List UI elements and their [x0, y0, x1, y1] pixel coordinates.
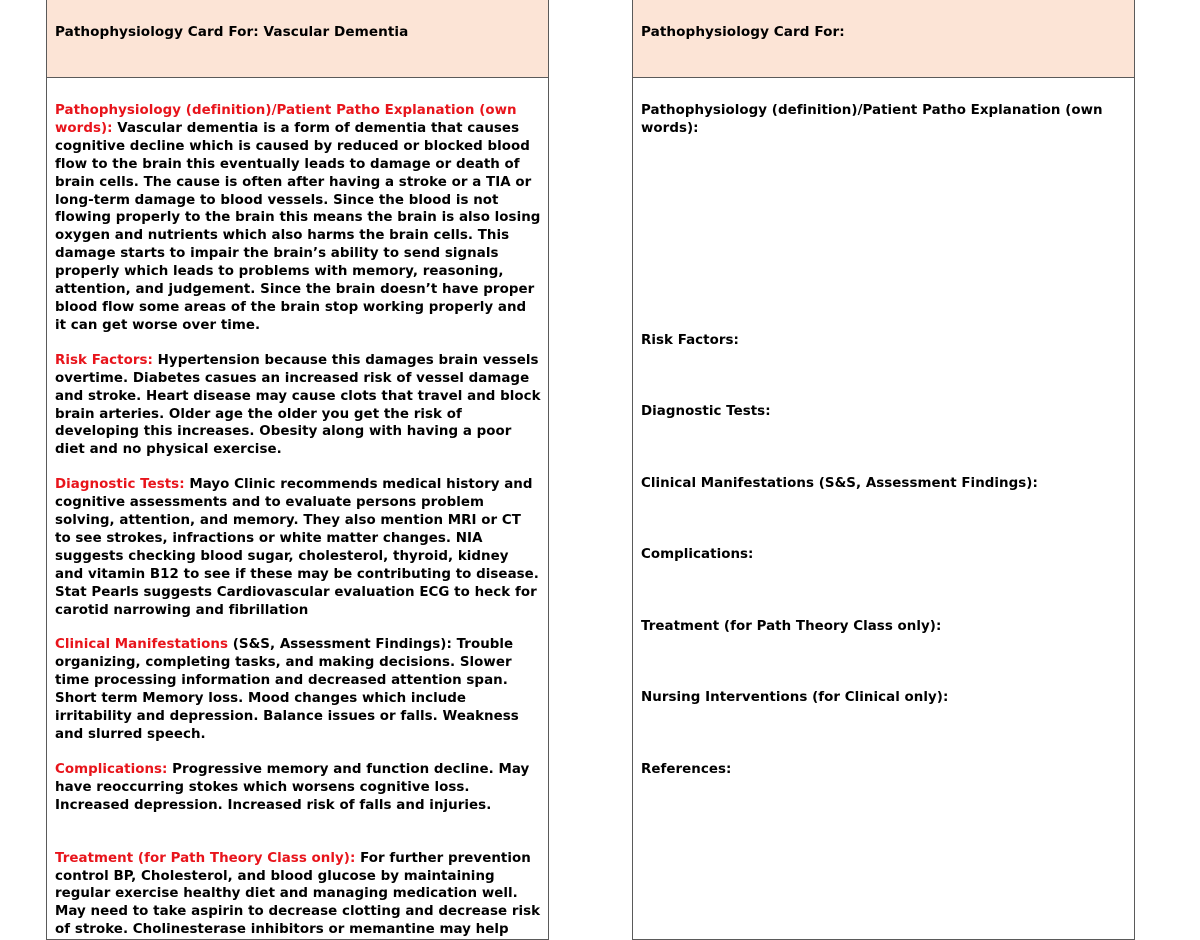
- patho-text: Vascular dementia is a form of dementia that causes cognitive decline which is caused by reduced or blocked blood flow to the brain this eventually leads to damage or death of brain cells. The cause is often after having a stroke or a TIA or long-term damage to blood vessels. Since the blood is not flowing properly to the brain this means the brain is also losing oxygen and nutrients which also harms the brain cells. This damage starts to impair the brain’s ability to send signals properly which leads to problems with memory, reasoning, attention, and judgement. Since the brain doesn’t have proper blood flow some areas of the brain stop working properly and it can get worse over time.: [55, 120, 541, 333]
- treatment-label: Treatment (for Path Theory Class only):: [55, 850, 356, 866]
- clinical-section: [55, 636, 541, 743]
- card-header: [47, 0, 548, 78]
- card-header: [633, 0, 1134, 78]
- completed-patho-card: [46, 0, 549, 940]
- complications-section: [55, 761, 541, 815]
- treatment-text: For further prevention control BP, Cholesterol, and blood glucose by maintaining regular exercise healthy diet and managing medication well. May need to take aspirin to decrease clotting and decrease risk of stroke. Cholinesterase inhibitors or memantine may help: [55, 850, 541, 938]
- diagnostic-label: Diagnostic Tests:: [641, 404, 771, 419]
- card-body: [47, 78, 548, 939]
- patho-section: [55, 102, 541, 335]
- complications-text: Progressive memory and function decline. May have reoccurring stokes which worsens cognitive loss. Increased depression. Increased risk of falls and injuries.: [55, 761, 530, 813]
- diagnostic-section: [55, 476, 541, 619]
- risk-text: Hypertension because this damages brain vessels overtime. Diabetes casues an increased risk of vessel damage and stroke. Heart disease may cause clots that travel and block brain arteries. Older age the older you get the risk of developing this increases. Obesity along with having a poor diet and no physical exercise.: [55, 352, 541, 458]
- blank-patho-card: [632, 0, 1135, 940]
- risk-label: Risk Factors:: [641, 333, 739, 348]
- diagnostic-text: Mayo Clinic recommends medical history and cognitive assessments and to evaluate persons problem solving, attention, and memory. They also mention MRI or CT to see strokes, infractions or white matter changes. NIA suggests checking blood sugar, cholesterol, thyroid, kidney and vitamin B12 to see if these may be contributing to disease. Stat Pearls suggests Cardiovascular evaluation ECG to heck for carotid narrowing and fibrillation: [55, 477, 539, 618]
- treatment-label: Treatment (for Path Theory Class only):: [641, 619, 942, 634]
- card-title: Pathophysiology Card For:: [641, 24, 845, 40]
- risk-label: Risk Factors:: [55, 352, 153, 368]
- risk-section: [55, 352, 541, 459]
- card-title: Pathophysiology Card For: Vascular Dementia: [55, 24, 409, 40]
- clinical-text: Trouble organizing, completing tasks, and making decisions. Slower time processing information and decreased attention span. Short term Memory loss. Mood changes which include irritability and depression. Balance issues or falls. Weakness and slurred speech.: [55, 637, 519, 742]
- nursing-interventions-label: Nursing Interventions (for Clinical only):: [641, 690, 949, 705]
- references-label: References:: [641, 762, 732, 777]
- treatment-section: [55, 850, 541, 940]
- patho-label: Pathophysiology (definition)/Patient Patho Explanation (own words):: [55, 103, 517, 136]
- diagnostic-label: Diagnostic Tests:: [55, 477, 185, 493]
- complications-label: Complications:: [641, 547, 754, 562]
- complications-label: Complications:: [55, 761, 168, 777]
- clinical-label-rest: (S&S, Assessment Findings):: [228, 637, 452, 653]
- clinical-label: Clinical Manifestations (S&S, Assessment Findings):: [641, 476, 1038, 491]
- clinical-label: Clinical Manifestations: [55, 637, 228, 653]
- patho-label: Pathophysiology (definition)/Patient Patho Explanation (own words):: [641, 103, 1103, 136]
